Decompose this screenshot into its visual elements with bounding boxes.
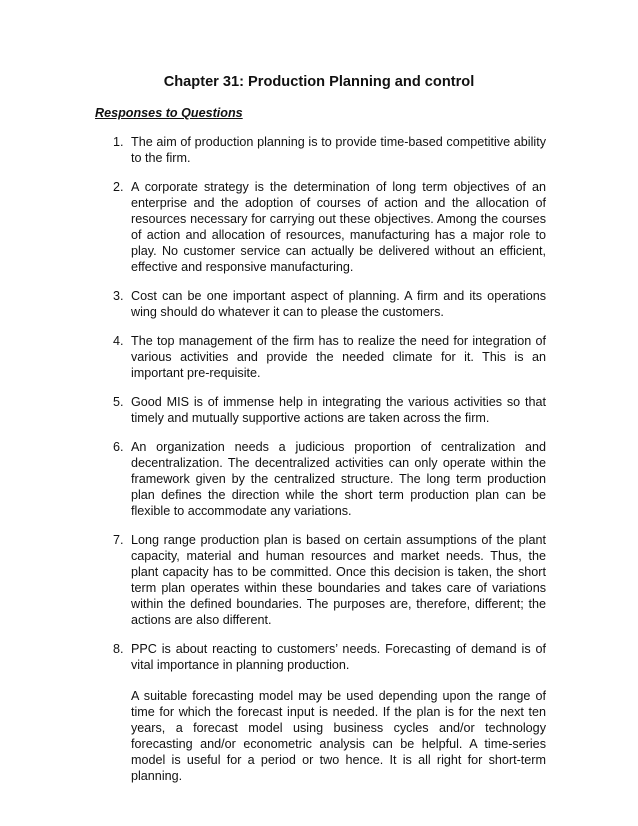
item-paragraph: An organization needs a judicious proportion of centralization and decentralization. The decentralized activities can only operate within the framework given by the centralized structure. The long term production plan defines the direction while the short term production plan can be flexible to accommodate any variations. xyxy=(131,440,546,518)
list-item xyxy=(0,439,638,519)
item-paragraph: Good MIS is of immense help in integrating the various activities so that timely and mutually supportive actions are taken across the firm. xyxy=(131,395,546,425)
item-number: 7. xyxy=(113,533,124,547)
list-item xyxy=(0,134,638,166)
item-paragraph: A suitable forecasting model may be used depending upon the range of time for which the forecast input is needed. If the plan is for the next ten years, a forecast model using business cycles and/or technology forecasting and/or econometric analysis can be helpful. A time-series model is useful for a period or two hence. It is all right for short-term planning. xyxy=(131,689,546,783)
page-title: Chapter 31: Production Planning and control xyxy=(163,74,475,90)
item-paragraph: A corporate strategy is the determination of long term objectives of an enterprise and the adoption of courses of action and the allocation of resources necessary for carrying out these objectives. Among the courses of action and allocation of resources, manufacturing has a major role to play. No customer service can actually be delivered without an efficient, effective and responsive manufacturing. xyxy=(131,180,546,274)
item-paragraph: Cost can be one important aspect of planning. A firm and its operations wing should do whatever it can to please the customers. xyxy=(131,289,546,319)
item-paragraph: The top management of the firm has to realize the need for integration of various activities and provide the needed climate for it. This is an important pre-requisite. xyxy=(131,334,546,380)
item-number: 5. xyxy=(113,395,124,409)
item-number: 4. xyxy=(113,334,124,348)
list-item xyxy=(0,288,638,320)
section-subheading: Responses to Questions xyxy=(95,106,243,120)
item-paragraph: PPC is about reacting to customers’ needs. Forecasting of demand is of vital importance in planning production. xyxy=(131,642,546,672)
list-item xyxy=(0,394,638,426)
list-item xyxy=(0,532,638,628)
item-number: 6. xyxy=(113,440,124,454)
item-paragraph: The aim of production planning is to provide time-based competitive ability to the firm. xyxy=(131,135,546,165)
item-number: 1. xyxy=(113,135,124,149)
list-item xyxy=(0,179,638,275)
item-number: 3. xyxy=(113,289,124,303)
response-list xyxy=(0,134,638,797)
list-item xyxy=(0,641,638,784)
item-paragraph: Long range production plan is based on certain assumptions of the plant capacity, material and human resources and market needs. Thus, the plant capacity has to be committed. Once this decision is taken, the short term plan operates within these boundaries and takes care of variations within the defined boundaries. The purposes are, therefore, different; the actions are also different. xyxy=(131,533,546,627)
item-number: 2. xyxy=(113,180,124,194)
list-item xyxy=(0,333,638,381)
item-number: 8. xyxy=(113,642,124,656)
